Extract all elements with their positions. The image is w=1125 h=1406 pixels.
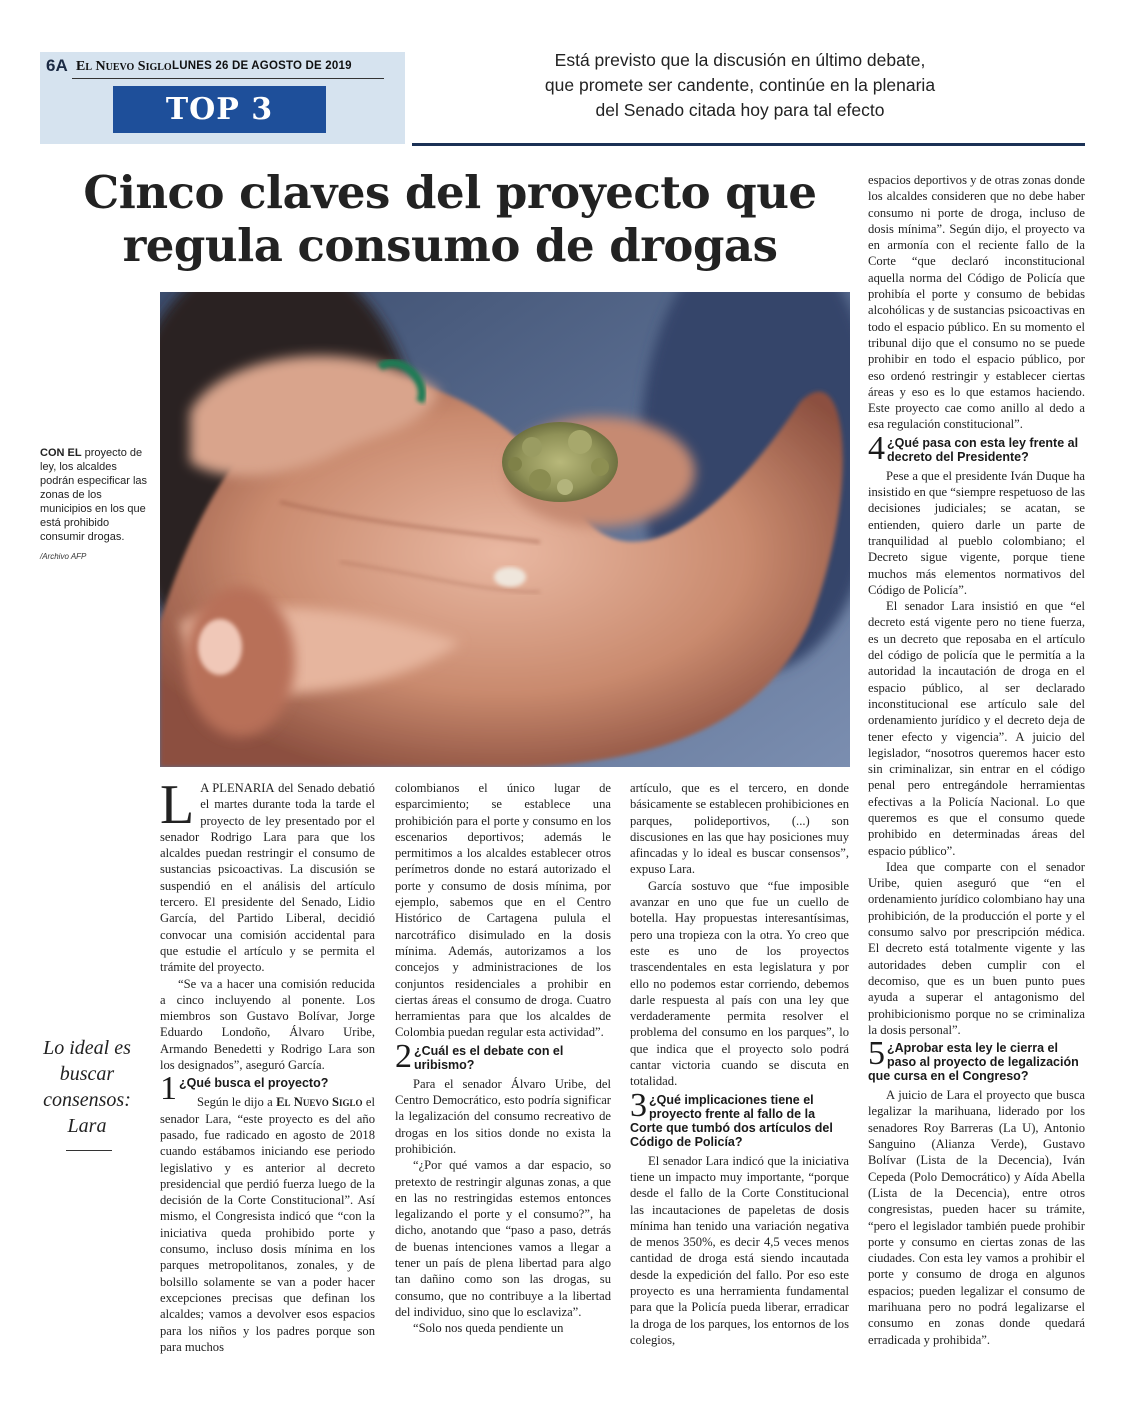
section-heading-3 xyxy=(630,1086,849,1149)
deck xyxy=(430,48,1050,123)
intro-text: del Senado debatió el martes durante toda la tarde el proyecto de ley presentado por el senador Rodrigo Lara para que los alcaldes puedan restringir el consumo de sustancias psicoactivas. La discusión se suspendió en el análisis del artículo tercero. El presidente del Senado, Lidio García, del Partido Liberal, decidió convocar una comisión accidental para que estudie el artículo y se permita el trámite del proyecto. xyxy=(160,781,375,975)
section-heading-5 xyxy=(868,1035,1085,1084)
paragraph: espacios deportivos y de otras zonas donde los alcaldes consideren que no debe haber consumo ni porte de droga, incluso de dosis mínima”. Según dijo, el proyecto va en armonía con el reciente fallo de la Corte “que declaró inconstitucional aquella norma del Código de Policía que prohibía el porte y consumo de bebidas alcohólicas y de sustancias psicoactivas en todo el espacio público. En su momento el tribunal dijo que el consumo no se puede prohibir en todo el espacio público, por eso ordenó restringir y establecer ciertas áreas y eso es lo que estamos haciendo. Este proyecto cae como anillo al dedo a esa regulación constitucional”. xyxy=(868,173,1085,432)
newspaper-mention: El Nuevo Siglo xyxy=(276,1095,363,1110)
section-badge xyxy=(113,86,326,133)
paragraph: artículo, que es el tercero, en donde básicamente se establecen prohibiciones en parques, polideportivos, (...) son discusiones en las que hay posiciones muy afincadas y lo ideal es buscar consensos”, expuso Lara. xyxy=(630,781,849,877)
hand-with-marijuana-photo xyxy=(160,292,850,767)
deck-line: Está previsto que la discusión en último debate, xyxy=(554,50,926,70)
section-title: ¿Qué implicaciones tiene el proyecto frente al fallo de la Corte que tumbó dos artículos del Código de Policía? xyxy=(630,1092,833,1149)
pull-quote: Lo ideal es buscar consensos: Lara xyxy=(43,1037,131,1137)
section-number: 1 xyxy=(160,1070,177,1108)
paragraph xyxy=(160,1094,375,1355)
deck-line: que promete ser candente, continúe en la plenaria xyxy=(544,75,936,95)
paragraph: Idea que comparte con el senador Uribe, quien aseguró que “en el ordenamiento jurídico colombiano hay una prohibición, de la producción el porte y el consumo salvo por prescripción médica. El decreto está totalmente vigente y las autoridades deben cumplir con el decomiso, que es un buen punto pues ayuda a superar el antagonismo del prohibicionismo porque no se criminaliza la dosis personal”. xyxy=(868,859,1085,1037)
issue-date: LUNES 26 DE AGOSTO DE 2019 xyxy=(172,60,352,72)
deck-divider xyxy=(412,143,1085,146)
section-number: 4 xyxy=(868,429,885,467)
drop-cap: L xyxy=(160,774,195,836)
paragraph: A juicio de Lara el proyecto que busca legalizar la marihuana, liderado por los senadores Roy Barreras (La U), Antonio Sanguino (Alianza Verde), Gustavo Bolívar (Lista de la Decencia), Iván Cepeda (Polo Democrático) y Aída Abella (Lista de la Decencia), entre otros congresistas, pueden hacer su trámite, “pero el legislador también puede prohibir porte y consumo en ciertas zonas de las ciudades. Con esta ley vamos a prohibir el porte y consumo de droga en algunos espacios; pueden legalizar el consumo de marihuana pero no podrá legalizarse el consumo en zonas donde quedará erradicada y prohibida”. xyxy=(868,1088,1085,1347)
intro-lead: A PLENARIA xyxy=(200,781,275,795)
caption-lead: CON EL xyxy=(40,447,82,459)
newspaper-name: El Nuevo Siglo xyxy=(76,59,172,74)
section-title: ¿Qué pasa con esta ley frente al decreto del Presidente? xyxy=(887,435,1079,464)
paragraph-text: Según le dijo a xyxy=(197,1095,277,1110)
paragraph: El senador Lara insistió en que “el decreto está vigente pero no tiene fuerza, es un decreto que reposaba en el artículo del código de policía que le permitía a la autoridad la incautación de droga en el espacio público, al ser declarado inconstitucional ese artículo sale del ordenamiento jurídico y el decreto deja de tener efecto y vigencia”. A juicio del legislador, “nosotros queremos hacer esto sin criminalizar, sin entrar en el código penal pero entregándole herramientas efectivas a la Policía Nacional. Lo que queremos es que el consumo quede prohibido en determinadas áreas del espacio público”. xyxy=(868,599,1085,858)
caption-text: proyecto de ley, los alcaldes podrán especificar las zonas de los municipios en los que está prohibido consumir drogas. xyxy=(40,447,148,543)
intro-paragraph xyxy=(160,774,375,976)
pull-quote-rule xyxy=(66,1150,112,1151)
article-column-4 xyxy=(868,172,1085,1348)
paragraph: colombianos el único lugar de esparcimiento; se establece una prohibición para el porte y consumo en los escenarios deportivos; además le permitimos a los alcaldes establecer otros perímetros donde no estará autorizado el porte y consumo de dosis mínima, por ejemplo, sabemos que en el Centro Histórico de Cartagena pulula el narcotráfico disimulado en la dosis mínima. Además, autorizamos a los concejos y administraciones de los conjuntos residenciales a prohibir en ciertas áreas el consumo de droga. Cuatro herramientas para que los alcaldes de Colombia puedan regular esta actividad”. xyxy=(395,781,611,1040)
headline xyxy=(40,166,860,272)
section-title: ¿Aprobar esta ley le cierra el paso al proyecto de legalización que cursa en el Congreso? xyxy=(868,1041,1079,1084)
paragraph: García sostuvo que “fue imposible avanzar en uno que fue un cuello de botella. Hay propuestas interesantísimas, pero una tropieza con la otra. Yo creo que este es uno de los proyectos trascendentales en esta legislatura y por ello no podemos estar corriendo, debemos darle respuesta al país con una ley que verdaderamente permita resolver el problema del consumo en los parques”, lo que indica que el proyecto solo podrá cantar victoria cuando se discuta en totalidad. xyxy=(630,878,849,1089)
page-number: 6A xyxy=(46,56,68,75)
article-column-1 xyxy=(160,774,375,1355)
article-column-2 xyxy=(395,780,611,1337)
paragraph: Pese a que el presidente Iván Duque ha insistido en que “siempre respetuoso de las decisiones judiciales; se acatan, se entienden, quiero darle un parte de tranquilidad al pueblo colombiano; el Decreto sigue vigente, porque tiene muchos más elementos normativos del Código de Policía”. xyxy=(868,468,1085,597)
photo-caption xyxy=(40,446,152,544)
section-heading-2 xyxy=(395,1037,611,1075)
paragraph-text: el senador Lara, “este proyecto es del año pasado, fue radicado en agosto de 2018 cuando estábamos iniciando ese periodo legislativo y es anterior al decreto presidencial que perdió fuerza luego de la decisión de la Corte Constitucional”. Así mismo, el Congresista indicó que “con la iniciativa queda prohibido porte y consumo, incluso dosis mínima en los parques metropolitanos, zonales, y de bolsillo solamente se van a poder hacer excepciones precisas que definan los alcaldes; vamos a devolver esos espacios para los niños y los padres porque son para muchos xyxy=(160,1095,375,1354)
paragraph: Para el senador Álvaro Uribe, del Centro Democrático, esto podría significar la legalización del consumo recreativo de drogas en los sitios donde no exista la prohibición. xyxy=(395,1076,611,1156)
paragraph: “Solo nos queda pendiente un xyxy=(413,1321,564,1336)
headline-line: Cinco claves del proyecto que xyxy=(83,166,817,219)
article-photo xyxy=(160,292,850,767)
paragraph: “Se va a hacer una comisión reducida a cinco incluyendo al ponente. Los miembros son Gustavo Bolívar, Jorge Eduardo Londoño, Álvaro Uribe, Armando Benedetti y Rodrigo Lara son los designados”, aseguró García. xyxy=(160,976,375,1073)
section-number: 5 xyxy=(868,1035,885,1073)
section-label: TOP 3 xyxy=(165,92,274,127)
paragraph: El senador Lara indicó que la iniciativa tiene un impacto muy importante, “porque desde el fallo de la Corte Constitucional las incautaciones de papeletas de dosis mínima han tenido una variación negativa de menos 350%, es decir 4,5 veces menos cantidad de droga está siendo incautada desde la expedición del fallo. Por eso este proyecto es una herramienta fundamental para que la Policía pueda liberar, erradicar la droga de los parques, los entornos de los colegios, xyxy=(630,1153,849,1347)
headline-line: regula consumo de drogas xyxy=(122,219,778,272)
section-heading-4 xyxy=(868,429,1085,467)
section-title: ¿Qué busca el proyecto? xyxy=(179,1076,329,1091)
deck-line: del Senado citada hoy para tal efecto xyxy=(595,100,885,120)
article-column-3 xyxy=(630,780,849,1348)
section-number: 2 xyxy=(395,1037,412,1075)
photo-credit: /Archivo AFP xyxy=(40,552,87,561)
header-divider xyxy=(72,78,384,79)
paragraph: “¿Por qué vamos a dar espacio, so pretexto de restringir algunas zonas, a que en las no restringidas estemos entonces legalizando el porte y el consumo?”, ha dicho, anotando que “paso a paso, detrás de buenas intenciones vamos a llegar a tener un país de plena libertad para algo tan dañino como son las drogas, su consumo, que no contribuye a la libertad del individuo, sino que lo esclaviza”. xyxy=(395,1158,611,1319)
section-title: ¿Cuál es el debate con el uribismo? xyxy=(414,1043,564,1072)
section-number: 3 xyxy=(630,1086,647,1124)
